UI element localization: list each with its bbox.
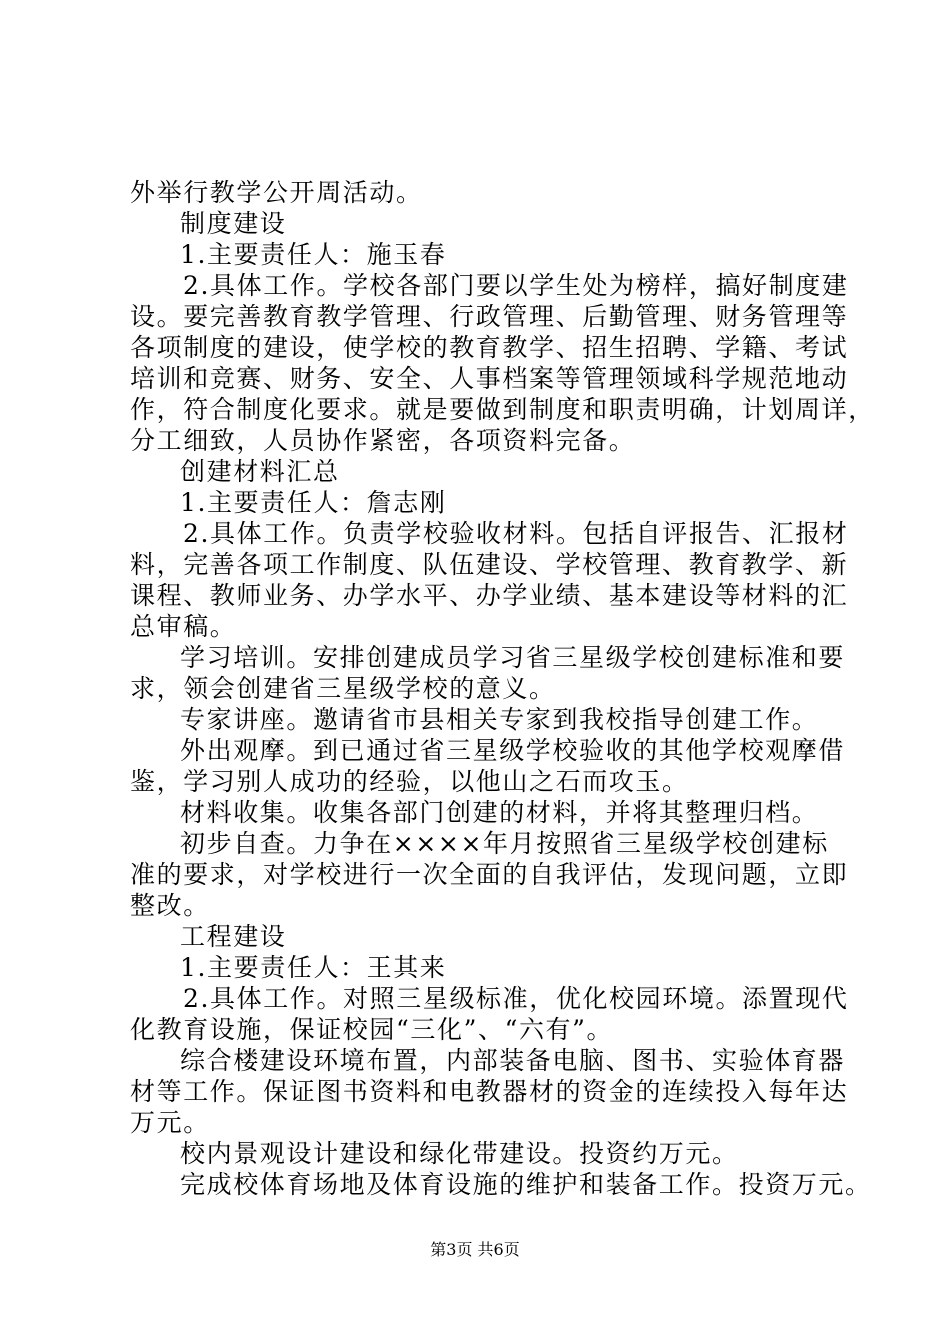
text-line: 鉴，学习别人成功的经验，以他山之石而攻玉。 xyxy=(130,767,689,796)
text-line: 课程、教师业务、办学水平、办学业绩、基本建设等材料的汇 xyxy=(130,581,849,610)
text-line: 材等工作。保证图书资料和电教器材的资金的连续投入每年达 xyxy=(130,1077,849,1106)
text-line: 1.主要责任人：詹志刚 xyxy=(180,488,447,517)
text-line: 化教育设施，保证校园“三化”、“六有”。 xyxy=(130,1015,614,1044)
text-line: 外举行教学公开周活动。 xyxy=(130,178,423,207)
text-line: 材料收集。收集各部门创建的材料，并将其整理归档。 xyxy=(180,798,819,827)
text-line: 作，符合制度化要求。就是要做到制度和职责明确，计划周详， xyxy=(130,395,875,424)
text-line: 1.主要责任人：王其来 xyxy=(180,953,447,982)
text-line: 各项制度的建设，使学校的教育教学、招生招聘、学籍、考试 xyxy=(130,333,849,362)
text-line: 培训和竞赛、财务、安全、人事档案等管理领域科学规范地动 xyxy=(130,364,849,393)
text-line: 校内景观设计建设和绿化带建设。投资约万元。 xyxy=(180,1139,739,1168)
section-heading: 工程建设 xyxy=(180,922,287,951)
text-line: 学习培训。安排创建成员学习省三星级学校创建标准和要 xyxy=(180,643,846,672)
text-line: 专家讲座。邀请省市县相关专家到我校指导创建工作。 xyxy=(180,705,819,734)
text-line: 2.具体工作。对照三星级标准，优化校园环境。添置现代 xyxy=(183,984,849,1013)
text-line: 综合楼建设环境布置，内部装备电脑、图书、实验体育器 xyxy=(180,1046,846,1075)
text-line: 2.具体工作。学校各部门要以学生处为榜样，搞好制度建 xyxy=(183,271,849,300)
text-line: 2.具体工作。负责学校验收材料。包括自评报告、汇报材 xyxy=(183,519,849,548)
text-line: 分工细致，人员协作紧密，各项资料完备。 xyxy=(130,426,636,455)
text-line: 初步自查。力争在××××年月按照省三星级学校创建标 xyxy=(180,829,829,858)
page-number-footer: 第3页 共6页 xyxy=(430,1240,520,1259)
text-line: 准的要求，对学校进行一次全面的自我评估，发现问题，立即 xyxy=(130,860,849,889)
text-line: 设。要完善教育教学管理、行政管理、后勤管理、财务管理等 xyxy=(130,302,849,331)
text-line: 完成校体育场地及体育设施的维护和装备工作。投资万元。 xyxy=(180,1170,872,1199)
text-line: 外出观摩。到已通过省三星级学校验收的其他学校观摩借 xyxy=(180,736,846,765)
section-heading: 制度建设 xyxy=(180,209,287,238)
text-line: 总审稿。 xyxy=(130,612,237,641)
text-line: 料，完善各项工作制度、队伍建设、学校管理、教育教学、新 xyxy=(130,550,849,579)
text-line: 1.主要责任人：施玉春 xyxy=(180,240,447,269)
text-line: 整改。 xyxy=(130,891,210,920)
text-line: 求，领会创建省三星级学校的意义。 xyxy=(130,674,556,703)
section-heading: 创建材料汇总 xyxy=(180,457,340,486)
text-line: 万元。 xyxy=(130,1108,210,1137)
